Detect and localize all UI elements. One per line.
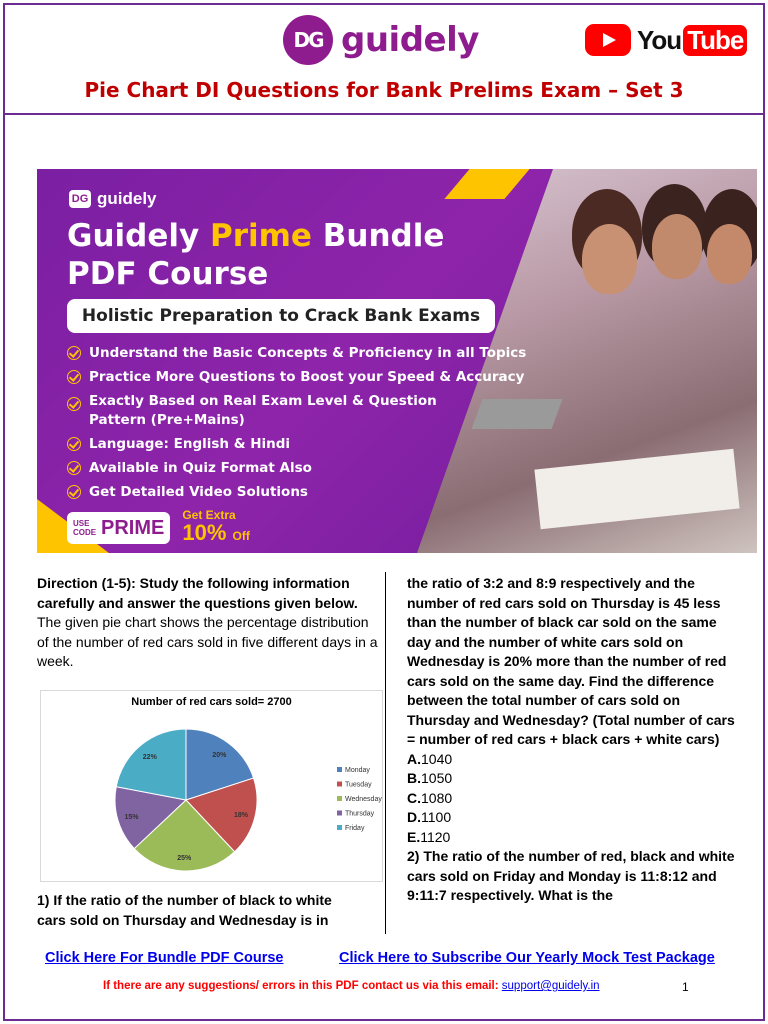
chart-title: Number of red cars sold= 2700: [131, 696, 292, 708]
student-face: [652, 214, 702, 279]
option-letter: A.: [407, 750, 421, 767]
legend-swatch-tuesday: [337, 782, 342, 787]
column-divider: [385, 572, 386, 934]
check-circle-icon: [67, 461, 81, 475]
header-divider: [5, 113, 763, 115]
feature-text: Practice More Questions to Boost your Speed & Accuracy: [89, 369, 525, 385]
legend-swatch-monday: [337, 767, 342, 772]
notebook-paper: [534, 449, 739, 530]
promo-use-label: USE CODE: [73, 519, 97, 537]
feature-text: Exactly Based on Real Exam Level & Question Pattern (Pre+Mains): [89, 393, 437, 428]
banner-headline: [67, 217, 444, 293]
option-e[interactable]: [407, 828, 737, 848]
feature-item: [67, 432, 526, 456]
logo-mark-text: DG: [293, 28, 323, 52]
question-1-options: [407, 750, 737, 848]
mock-test-link[interactable]: Click Here to Subscribe Our Yearly Mock Test Package: [339, 950, 715, 966]
promo-code: PRIME: [101, 516, 165, 539]
feature-item: [67, 392, 487, 430]
pie-label-wednesday: 25%: [177, 854, 192, 862]
feature-text: Understand the Basic Concepts & Proficiency in all Topics: [89, 345, 527, 361]
footer-note-text: If there are any suggestions/ errors in this PDF contact us via this email:: [103, 980, 502, 992]
banner-logo-text: guidely: [97, 189, 157, 208]
promo-code-badge: [67, 509, 250, 547]
page-number: 1: [682, 980, 689, 994]
logo-text: guidely: [341, 20, 479, 60]
left-column: [37, 574, 382, 672]
option-letter: E.: [407, 828, 421, 845]
guidely-logo[interactable]: [283, 14, 479, 66]
option-a[interactable]: [407, 750, 737, 770]
check-circle-icon: [67, 485, 81, 499]
right-column: [407, 574, 737, 906]
youtube-tube-text: Tube: [683, 25, 747, 56]
bundle-pdf-link[interactable]: Click Here For Bundle PDF Course: [45, 950, 284, 966]
check-circle-icon: [67, 346, 81, 360]
option-letter: D.: [407, 809, 421, 825]
intro-text: The given pie chart shows the percentage distribution of the number of red cars sold in five different days in a week.: [37, 614, 378, 669]
feature-item: [67, 365, 526, 389]
direction-text: Direction (1-5): Study the following information carefully and answer the questions given below.: [37, 575, 358, 611]
legend-label-monday: Monday: [345, 767, 370, 774]
pie-chart-svg: [41, 691, 384, 883]
feature-text: Available in Quiz Format Also: [89, 460, 312, 476]
youtube-logo[interactable]: [585, 24, 747, 56]
option-d[interactable]: [407, 808, 737, 828]
banner-feature-list: [67, 341, 526, 504]
banner-logo-mark-icon: DG: [69, 190, 91, 208]
footer-note: [103, 980, 600, 992]
check-circle-icon: [67, 437, 81, 451]
student-face: [582, 224, 637, 294]
feature-item: [67, 456, 526, 480]
question-1-continued: the ratio of 3:2 and 8:9 respectively and the number of red cars sold on Thursday is 45 less than the number of black car sold on the same day and the number of white cars sold on Wednesday is 20% more than the number of red cars sold on the same day. Find the difference between the total number of cars sold on Thursday and Wednesday? (Total number of cars = number of red cars + black cars + white cars): [407, 575, 735, 747]
feature-text: Get Detailed Video Solutions: [89, 484, 308, 500]
banner-stripe: [444, 169, 529, 199]
pie-label-friday: 22%: [142, 754, 157, 762]
document-title: Pie Chart DI Questions for Bank Prelims Exam – Set 3: [84, 78, 684, 102]
legend-label-friday: Friday: [345, 825, 365, 832]
banner-logo: [69, 189, 157, 209]
promo-extra-label: Get Extra: [182, 508, 236, 522]
support-email-link[interactable]: support@guidely.in: [501, 980, 600, 992]
pie-label-monday: 20%: [212, 752, 227, 760]
question-1-start: 1) If the ratio of the number of black to white cars sold on Thursday and Wednesday is in: [37, 892, 332, 928]
pie-label-tuesday: 18%: [234, 812, 249, 820]
prime-bundle-banner[interactable]: [37, 169, 757, 553]
feature-text: Language: English & Hindi: [89, 436, 291, 452]
headline-part: Guidely: [67, 218, 210, 254]
legend-swatch-friday: [337, 825, 342, 830]
feature-item: [67, 480, 526, 504]
logo-mark-icon: [283, 15, 333, 65]
promo-discount: [182, 509, 250, 547]
option-letter: C.: [407, 789, 421, 806]
legend-swatch-thursday: [337, 811, 342, 816]
legend-label-thursday: Thursday: [345, 810, 375, 818]
question-2-start: 2) The ratio of the number of red, black and white cars sold on Friday and Monday is 11:8:12 and 9:11:7 respectively. What is the: [407, 848, 735, 903]
pie-chart: [40, 690, 383, 882]
option-value: 1080: [421, 789, 453, 806]
option-c[interactable]: [407, 789, 737, 809]
check-circle-icon: [67, 397, 81, 411]
headline-line-2: PDF Course: [67, 256, 269, 292]
option-value: 1120: [420, 828, 451, 845]
headline-part: Bundle: [311, 218, 445, 254]
option-b[interactable]: [407, 769, 737, 789]
option-value: 1040: [421, 750, 453, 767]
option-value: 1100: [421, 809, 452, 825]
youtube-play-icon: [585, 24, 631, 56]
promo-box: [67, 512, 170, 544]
legend-swatch-wednesday: [337, 796, 342, 801]
feature-item: [67, 341, 526, 365]
legend-label-wednesday: Wednesday: [345, 796, 382, 803]
student-face: [707, 224, 752, 284]
pie-label-thursday: 15%: [124, 813, 139, 821]
legend-label-tuesday: Tuesday: [345, 781, 372, 789]
promo-off: Off: [232, 529, 250, 543]
check-circle-icon: [67, 370, 81, 384]
headline-highlight: Prime: [209, 218, 312, 254]
youtube-you-text: You: [637, 24, 682, 55]
option-value: 1050: [421, 770, 453, 786]
option-letter: B.: [407, 770, 421, 786]
banner-subtitle: Holistic Preparation to Crack Bank Exams: [67, 299, 495, 333]
promo-percent: 10%: [182, 520, 227, 545]
